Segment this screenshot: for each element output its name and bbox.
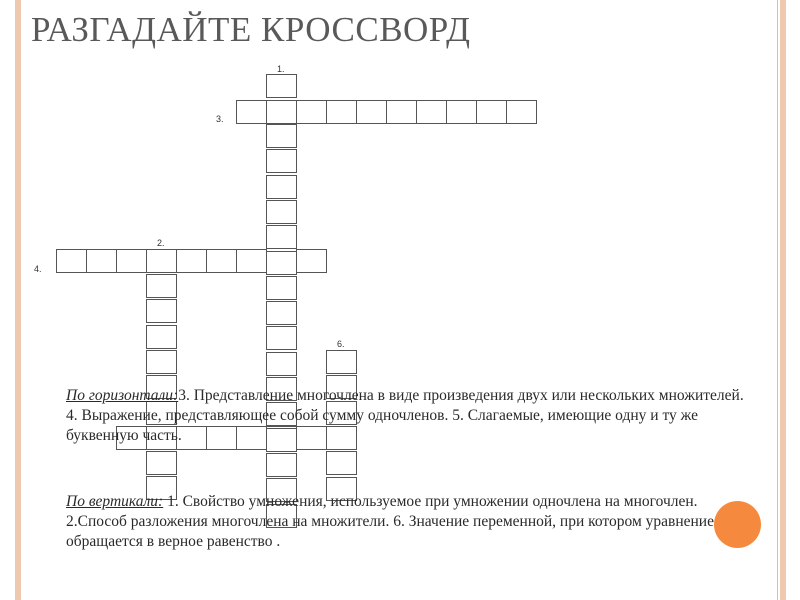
horizontal-clues-heading: По горизонтали: — [66, 387, 179, 404]
crossword-cell-1-1[interactable] — [266, 74, 297, 98]
vertical-clues-text: 1. Свойство умножения, используемое при умножении одночлена на многочлен. 2.Способ разложения многочлена на множители. 6. Значение переменной, при котором уравнение обращается в верное равенство . — [66, 493, 714, 550]
clue-number-3: 3. — [216, 114, 224, 124]
left-border-stripe — [15, 0, 21, 600]
clue-number-6: 6. — [337, 339, 345, 349]
crossword-cell-1-3[interactable] — [266, 124, 297, 148]
crossword-cell-2-3[interactable] — [146, 299, 177, 323]
crossword-cell-3-9[interactable] — [476, 100, 507, 124]
crossword-cell-3-10[interactable] — [506, 100, 537, 124]
crossword-cell-4-5[interactable] — [176, 249, 207, 273]
clue-number-1: 1. — [277, 64, 285, 74]
crossword-cell-2-9[interactable] — [146, 451, 177, 475]
crossword-cell-1-8[interactable] — [266, 251, 297, 275]
crossword-cell-3-6[interactable] — [386, 100, 417, 124]
crossword-cell-2-2[interactable] — [146, 274, 177, 298]
crossword-cell-4-2[interactable] — [86, 249, 117, 273]
crossword-cell-3-8[interactable] — [446, 100, 477, 124]
horizontal-clues-text: 3. Представление многочлена в виде произведения двух или нескольких множителей. 4. Выражение, представляющее собой сумму одночленов. 5. Слагаемые, имеющие одну и ту же буквенную часть. — [66, 387, 744, 444]
crossword-cell-3-2[interactable] — [266, 100, 297, 124]
right-border-line — [777, 0, 778, 600]
crossword-cell-3-5[interactable] — [356, 100, 387, 124]
vertical-clues — [66, 492, 756, 552]
crossword-cell-6-1[interactable] — [326, 350, 357, 374]
crossword-cell-1-11[interactable] — [266, 326, 297, 350]
crossword-cell-1-16[interactable] — [266, 453, 297, 477]
crossword-cell-4-1[interactable] — [56, 249, 87, 273]
crossword-cell-4-3[interactable] — [116, 249, 147, 273]
crossword-cell-1-5[interactable] — [266, 175, 297, 199]
crossword-cell-4-9[interactable] — [296, 249, 327, 273]
crossword-cell-2-5[interactable] — [146, 350, 177, 374]
horizontal-clues — [66, 386, 756, 446]
crossword-cell-1-9[interactable] — [266, 276, 297, 300]
crossword-cell-4-7[interactable] — [236, 249, 267, 273]
crossword-cell-1-10[interactable] — [266, 301, 297, 325]
slide-title: РАЗГАДАЙТЕ КРОССВОРД — [31, 10, 471, 49]
crossword-cell-1-4[interactable] — [266, 149, 297, 173]
clue-number-2: 2. — [157, 238, 165, 248]
vertical-clues-heading: По вертикали: — [66, 493, 164, 510]
crossword-cell-3-1[interactable] — [236, 100, 267, 124]
crossword-cell-3-3[interactable] — [296, 100, 327, 124]
crossword-cell-1-7[interactable] — [266, 225, 297, 249]
crossword-cell-4-4[interactable] — [146, 249, 177, 273]
crossword-cell-4-6[interactable] — [206, 249, 237, 273]
crossword-cell-3-7[interactable] — [416, 100, 447, 124]
crossword-cell-1-6[interactable] — [266, 200, 297, 224]
clue-number-4: 4. — [34, 264, 42, 274]
crossword-cell-3-4[interactable] — [326, 100, 357, 124]
crossword-cell-1-12[interactable] — [266, 352, 297, 376]
crossword-cell-2-4[interactable] — [146, 325, 177, 349]
right-border-stripe — [780, 0, 786, 600]
crossword-cell-6-5[interactable] — [326, 451, 357, 475]
